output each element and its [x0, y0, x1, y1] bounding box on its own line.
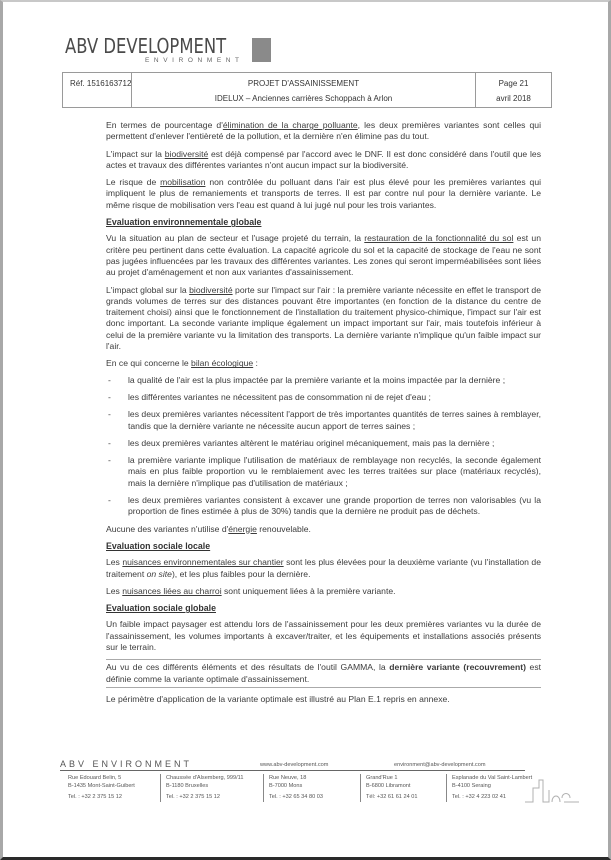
- paragraph-soil: Vu la situation au plan de secteur et l'usage projeté du terrain, la restauration de la fonctionnalité du sol est un critère peu pertinent dans cette évaluation. La capacité agricole du sol et la capacité de stockage de l'eau ne sont pas jugées influencées par les travaux des différentes variantes. Les zones qui seront imperméabilisées sont liées au projet d'aménagement et non aux variantes d'assainissement.: [106, 233, 541, 278]
- office-mont-saint-guibert: Rue Edouard Belin, 5 B-1435 Mont-Saint-Guibert Tel. : +32 2 375 15 12: [68, 775, 135, 800]
- paragraph-nuisances-chantier: Les nuisances environnementales sur chantier sont les plus élevées pour la deuxième variante (vu l'installation de traitement on site), et les plus faibles pour la dernière.: [106, 557, 541, 579]
- footer-website[interactable]: www.abv-development.com: [260, 762, 329, 768]
- heading-env-global: Evaluation environnementale globale: [106, 217, 262, 228]
- footer-offices: [60, 774, 580, 802]
- paragraph-bilan-intro: En ce qui concerne le bilan écologique :: [106, 358, 258, 369]
- list-item: - les deux premières variantes consistent à excaver une grande proportion de terres non valorisables (vu la proportion de fines estimée à plus de 30%) tandis que la dernière ne produit pas de déchets.: [106, 495, 541, 518]
- list-item: - la première variante implique l'utilisation de matériaux de remblayage non recyclés, la seconde également mais en plus faible proportion vu le remblaiement avec les terres traitées sur place (matériaux recyclés), mais la dernière n'implique pas d'utilisation de matériaux ;: [106, 455, 541, 489]
- logo-square-icon: [252, 38, 271, 62]
- paragraph-perimeter: Le périmètre d'application de la variante optimale est illustré au Plan E.1 repris en annexe.: [106, 693, 450, 704]
- office-seraing: Esplanade du Val Saint-Lambert B-4100 Seraing Tel. : +32 4 223 02 41: [446, 774, 556, 802]
- page-number: Page 21: [498, 79, 529, 88]
- project-subtitle: IDELUX – Anciennes carrières Schoppach à Arlon: [214, 94, 393, 103]
- list-item: - les deux premières variantes nécessitent l'apport de très importantes quantités de terres saines à remblayer, tandis que la dernière variante ne nécessite aucun apport de terres saines ;: [106, 409, 541, 432]
- list-item: - la qualité de l'air est la plus impactée par la première variante et la moins impactée par la dernière ;: [106, 375, 541, 386]
- paragraph-biodiversity: L'impact sur la biodiversité est déjà compensé par l'accord avec le DNF. Il est donc considéré dans l'outil que les actes et travaux des différentes variantes n'ont aucun impact sur la biodiversité.: [106, 148, 541, 170]
- office-libramont: Grand'Rue 1 B-6800 Libramont Tél: +32 61 61 24 01: [360, 774, 446, 802]
- city-skyline-icon: [525, 776, 580, 806]
- company-logo: [65, 36, 285, 68]
- list-item: - les deux premières variantes altèrent le matériau originel mécaniquement, mais pas la dernière ;: [106, 438, 541, 449]
- logo-sub-text: ENVIRONMENT: [145, 57, 244, 64]
- document-date: avril 2018: [496, 94, 531, 103]
- conclusion-box: Au vu de ces différents éléments et des résultats de l'outil GAMMA, la dernière variante (recouvrement) est définie comme la variante optimale d'assainissement.: [106, 659, 541, 688]
- paragraph-mobilisation: Le risque de mobilisation non contrôlée du polluant dans l'air est plus élevé pour les premières variantes qui impliquent le plus de remaniements et transports de terres. Il est par contre nul pour la dernière variante. Le même risque de mobilisation vers l'eau est quand à lui jugé nul pour les trois variantes.: [106, 177, 542, 210]
- paragraph-energy: Aucune des variantes n'utilise d'énergie renouvelable.: [106, 523, 311, 534]
- logo-main-text: ABV DEVELOPMENT: [65, 34, 227, 58]
- project-info: [132, 73, 476, 107]
- bilan-list: [106, 375, 541, 518]
- page-info: [476, 73, 551, 107]
- document-body: [106, 120, 541, 711]
- paragraph-air-impact: L'impact global sur la biodiversité porte sur l'impact sur l'air : la première variante nécessite en effet le transport de grands volumes de terres sur des distances pouvant être importantes (en fonction de la distance du centre de traitement choisi) ainsi que le fonctionnement de l'installation du traitement physico-chimique, l'impact sur l'air est donc important. La seconde variante implique également un impact important sur l'air, mais toutefois inférieur à celui de la première variante vu la limitation des transports. La dernière variante n'implique qu'un faible impact sur l'air.: [106, 284, 541, 352]
- footer-top-row: [60, 758, 525, 771]
- heading-social-local: Evaluation sociale locale: [106, 540, 211, 551]
- list-item: - les différentes variantes ne nécessitent pas de consommation ni de rejet d'eau ;: [106, 392, 541, 403]
- heading-social-global: Evaluation sociale globale: [106, 603, 216, 614]
- office-mons: Rue Neuve, 18 B-7000 Mons Tel. : +32 65 34 80 03: [263, 774, 360, 802]
- office-bruxelles: Chaussée d'Alsemberg, 999/11 B-1180 Bruxelles Tel. : +32 2 375 15 12: [160, 774, 263, 802]
- footer-email[interactable]: environment@abv-development.com: [394, 762, 486, 768]
- footer-brand: ABV ENVIRONMENT: [60, 759, 193, 769]
- header-table: [62, 72, 552, 108]
- page-footer: [60, 758, 580, 802]
- project-title: PROJET D'ASSAINISSEMENT: [247, 79, 360, 88]
- paragraph-nuisances-charroi: Les nuisances liées au charroi sont uniquement liées à la première variante.: [106, 585, 396, 596]
- paragraph-landscape: Un faible impact paysager est attendu lors de l'assainissement pour les deux premières variantes vu la durée de l'assainissement, les volumes importants à excaver/traiter, et les équipements et installations associés présents sur le terrain.: [106, 619, 541, 652]
- reference-number: Réf. 1516163712: [63, 73, 132, 107]
- paragraph-pollution: En termes de pourcentage d'élimination de la charge polluante, les deux premières variantes sont celles qui permettent d'enlever l'entièreté de la pollution, et la dernière n'en élimine pas du tout.: [106, 120, 541, 142]
